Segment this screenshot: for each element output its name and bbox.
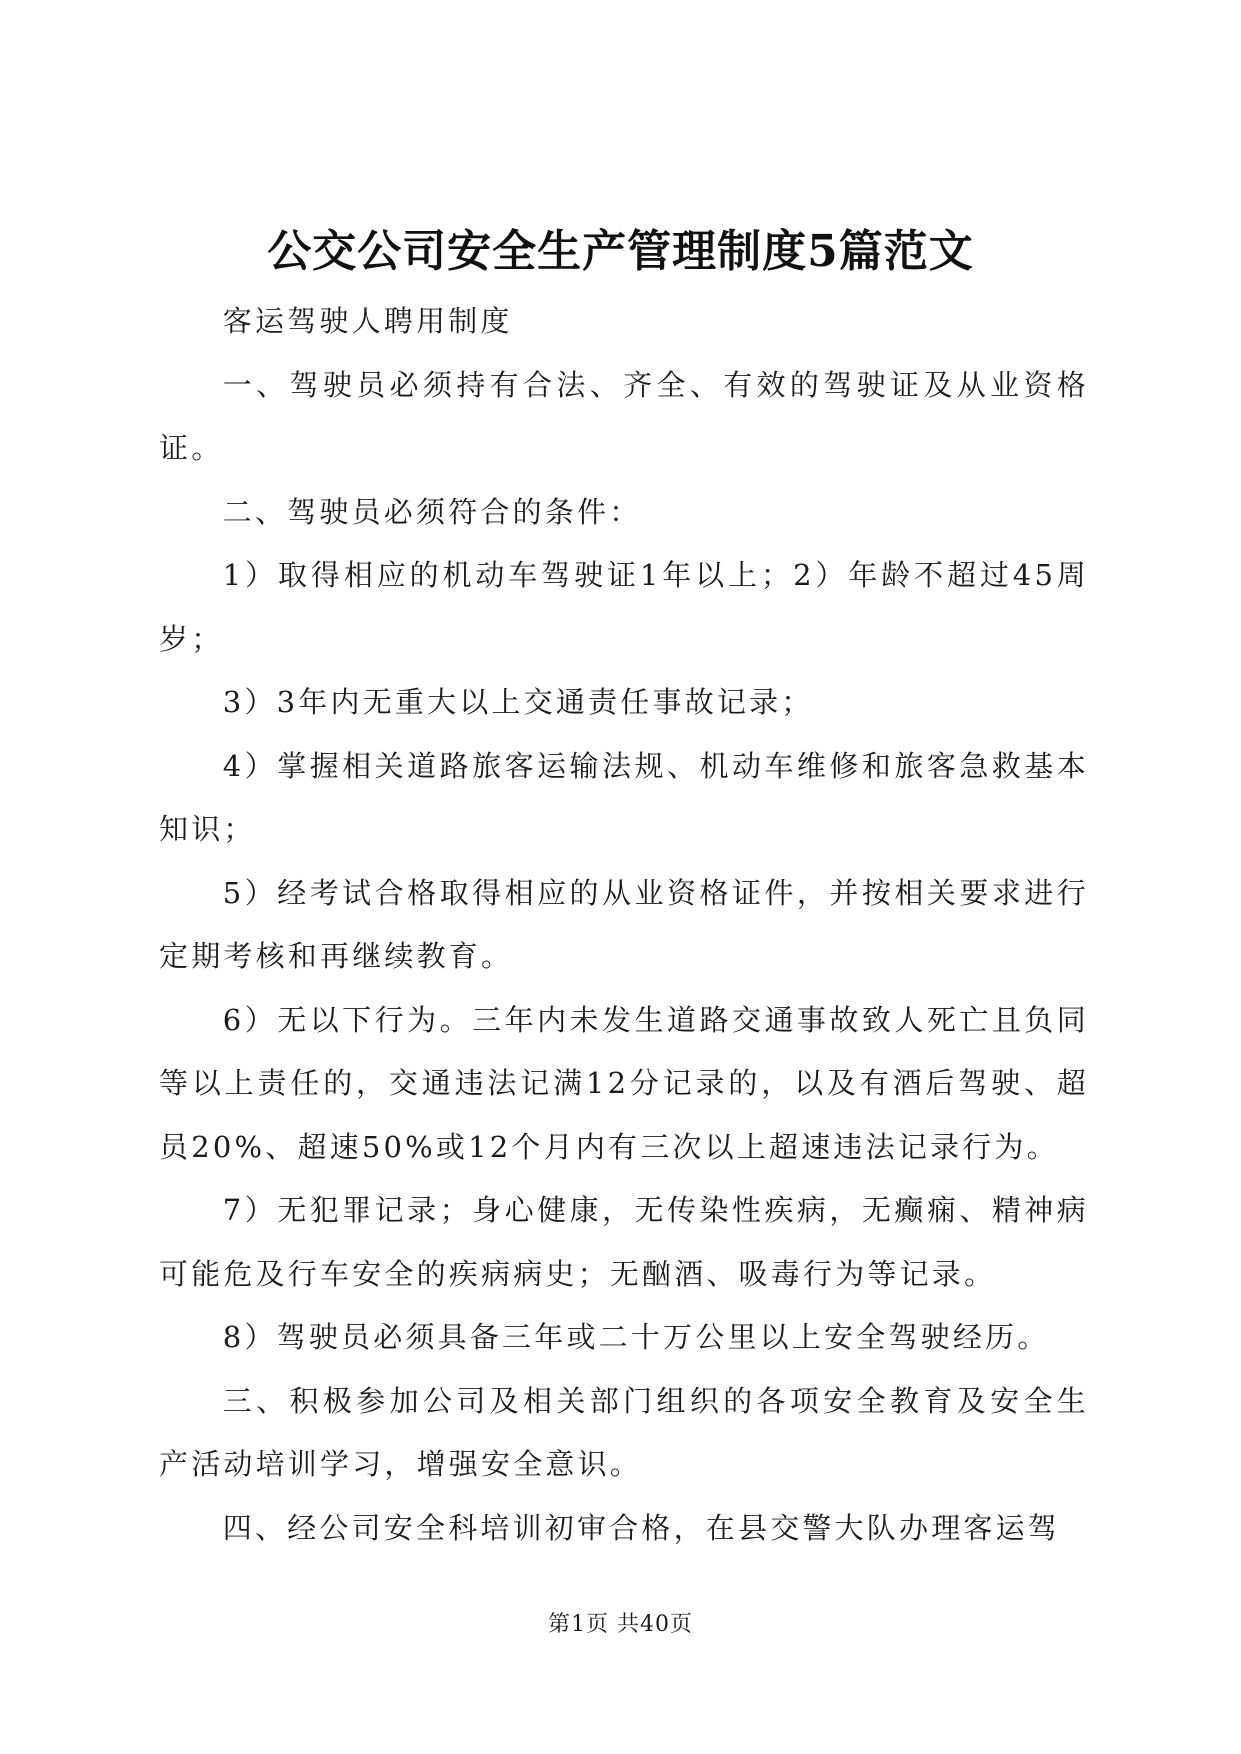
paragraph: 8）驾驶员必须具备三年或二十万公里以上安全驾驶经历。 <box>222 1320 1050 1354</box>
paragraph: 4）掌握相关道路旅客运输法规、机动车维修和旅客急救基本知识； <box>159 748 1089 846</box>
document-body <box>159 290 1089 1560</box>
paragraph: 三、积极参加公司及相关部门组织的各项安全教育及安全生产活动培训学习，增强安全意识。 <box>159 1383 1089 1481</box>
paragraph: 1）取得相应的机动车驾驶证1年以上；2）年龄不超过45周岁； <box>159 558 1089 656</box>
paragraph: 5）经考试合格取得相应的从业资格证件，并按相关要求进行定期考核和再继续教育。 <box>159 875 1089 973</box>
paragraph: 一、驾驶员必须持有合法、齐全、有效的驾驶证及从业资格证。 <box>159 367 1089 465</box>
document-title: 公交公司安全生产管理制度5篇范文 <box>267 226 974 277</box>
paragraph-heading: 客运驾驶人聘用制度 <box>222 304 513 338</box>
paragraph: 6）无以下行为。三年内未发生道路交通事故致人死亡且负同等以上责任的，交通违法记满12分记录的，以及有酒后驾驶、超员20%、超速50%或12个月内有三次以上超速违法记录行为。 <box>159 1002 1089 1164</box>
page-number-footer: 第1页 共40页 <box>548 1612 693 1637</box>
paragraph: 3）3年内无重大以上交通责任事故记录； <box>222 685 814 719</box>
paragraph: 四、经公司安全科培训初审合格，在县交警大队办理客运驾 <box>222 1510 1060 1545</box>
paragraph: 7）无犯罪记录；身心健康，无传染性疾病，无癫痫、精神病可能危及行车安全的疾病病史；无酗酒、吸毒行为等记录。 <box>159 1193 1089 1291</box>
paragraph: 二、驾驶员必须符合的条件： <box>222 494 642 529</box>
